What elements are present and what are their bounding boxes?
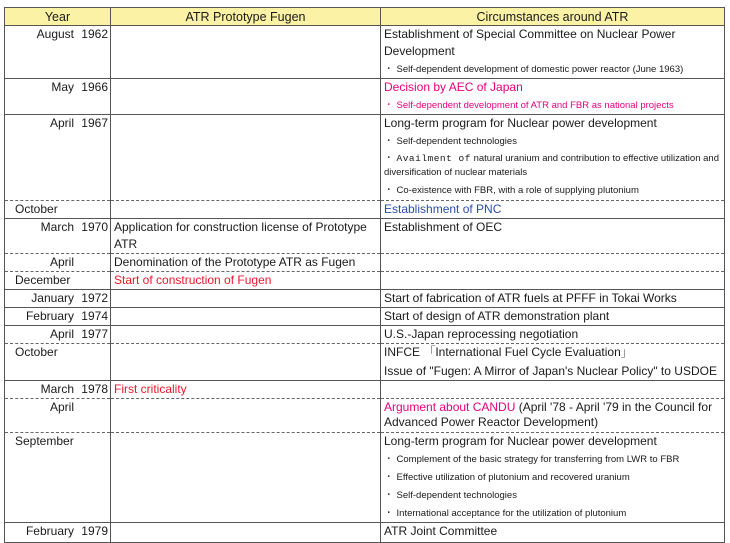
circ-main: Start of design of ATR demonstration plant (384, 309, 610, 323)
row-year: 1970 (81, 220, 108, 234)
row-month: September (15, 434, 74, 448)
circ-main: ATR Joint Committee (384, 524, 498, 538)
table-row: August 1962 Establishment of Special Committee on Nuclear Power Development ・ Self-dependent development of domestic power reactor (June 1963) (5, 26, 725, 79)
table-row (5, 201, 725, 219)
fugen-cell (111, 326, 381, 344)
fugen-cell (111, 308, 381, 326)
circ-cell (381, 254, 725, 272)
fugen-cell: Start of construction of Fugen (111, 272, 381, 290)
header-year: Year (5, 8, 111, 26)
circ-main: U.S.-Japan reprocessing negotiation (384, 327, 579, 341)
row-year: 1966 (81, 80, 108, 94)
table-row (5, 308, 725, 326)
circ-cell (381, 381, 725, 399)
row-month: April (49, 400, 74, 414)
row-month: April (49, 116, 74, 130)
row-month: February (25, 309, 74, 323)
row-year: 1979 (81, 524, 108, 538)
circ-sub: Effective utilization of plutonium and recovered uranium (396, 472, 630, 483)
circ-cell (381, 272, 725, 290)
circ-sub: natural uranium and contribution to effective utilization and diversification of nuclear materials (384, 153, 719, 178)
row-year: 1962 (81, 27, 108, 41)
header-fugen: ATR Prototype Fugen (111, 8, 381, 26)
circ-main: Long-term program for Nuclear power development (384, 116, 657, 130)
circ-sub: International acceptance for the utilization of plutonium (396, 508, 627, 519)
circ-sub: Co-existence with FBR, with a role of supplying plutonium (396, 185, 639, 196)
row-month: October (15, 345, 58, 359)
fugen-cell (111, 433, 381, 523)
header-circumstances: Circumstances around ATR (381, 8, 725, 26)
row-month: August (36, 27, 74, 41)
circ-sub: Self-dependent technologies (396, 136, 517, 147)
row-year: 1978 (81, 382, 108, 396)
table-row (5, 381, 725, 399)
circ-main: Establishment of PNC (384, 202, 502, 216)
row-month: February (25, 524, 74, 538)
row-month: October (15, 202, 58, 216)
fugen-cell (111, 201, 381, 219)
fugen-cell (111, 26, 381, 79)
circ-sub: Self-dependent technologies (396, 490, 517, 501)
table-row (5, 254, 725, 272)
circ-sub: Self-dependent development of domestic power reactor (June 1963) (396, 64, 684, 75)
table-row: May 1966 Decision by AEC of Japan ・ Self-dependent development of ATR and FBR as national projects (5, 79, 725, 115)
timeline-table (4, 7, 725, 543)
fugen-cell (111, 79, 381, 115)
row-month: May (51, 80, 74, 94)
row-month: March (40, 220, 74, 234)
circ-sub: Self-dependent development of ATR and FBR as national projects (396, 100, 674, 111)
fugen-cell (111, 290, 381, 308)
row-year: 1967 (81, 116, 108, 130)
circ-sub-emphasis: Availment of (396, 153, 471, 164)
table-row: September Long-term program for Nuclear power development ・ Complement of the basic strategy for transferring from LWR to FBR ・ Effective utilization of plutonium and recovered uranium ・ Self-dependent technologies ・ International acceptance for the utilization of plutonium (5, 433, 725, 523)
row-year: 1972 (81, 291, 108, 305)
circ-sub: Complement of the basic strategy for transferring from LWR to FBR (396, 454, 680, 465)
table-row: April 1967 Long-term program for Nuclear power development ・ Self-dependent technologies ・ Availment of natural uranium and contribution to effective utilization and diversification of nuclear materials ・ Co-existence with FBR, with a role of supplying plutonium (5, 115, 725, 201)
circ-main: INFCE 「International Fuel Cycle Evaluation」 (384, 345, 633, 359)
row-month: April (49, 255, 74, 269)
circ-main-secondary: Issue of "Fugen: A Mirror of Japan's Nuclear Policy" to USDOE (384, 364, 717, 378)
fugen-cell: Application for construction license of Prototype ATR (111, 219, 381, 254)
table-row (5, 219, 725, 254)
fugen-cell (111, 115, 381, 201)
circ-main: Establishment of Special Committee on Nuclear Power Development (384, 27, 676, 58)
table-row (5, 290, 725, 308)
circ-main: Argument about CANDU (384, 400, 516, 414)
table-row (5, 326, 725, 344)
fugen-cell (111, 344, 381, 381)
circ-main: Start of fabrication of ATR fuels at PFFF in Tokai Works (384, 291, 677, 305)
circ-main: Establishment of OEC (384, 220, 503, 234)
fugen-cell: Denomination of the Prototype ATR as Fugen (111, 254, 381, 272)
circ-main: Long-term program for Nuclear power development (384, 434, 657, 448)
table-row (5, 344, 725, 381)
row-month: April (49, 327, 74, 341)
circ-main: Decision by AEC of Japan (384, 80, 523, 94)
fugen-cell: First criticality (111, 381, 381, 399)
row-month: December (15, 273, 71, 287)
table-row (5, 272, 725, 290)
row-year: 1974 (81, 309, 108, 323)
fugen-cell (111, 399, 381, 433)
row-month: January (31, 291, 74, 305)
table-row (5, 399, 725, 433)
row-month: March (40, 382, 74, 396)
circ-main-detail: (April '78 - April '79 in the Council for Advanced Power Reactor Development) (384, 400, 713, 429)
row-year: 1977 (81, 327, 108, 341)
header-row (5, 8, 725, 26)
